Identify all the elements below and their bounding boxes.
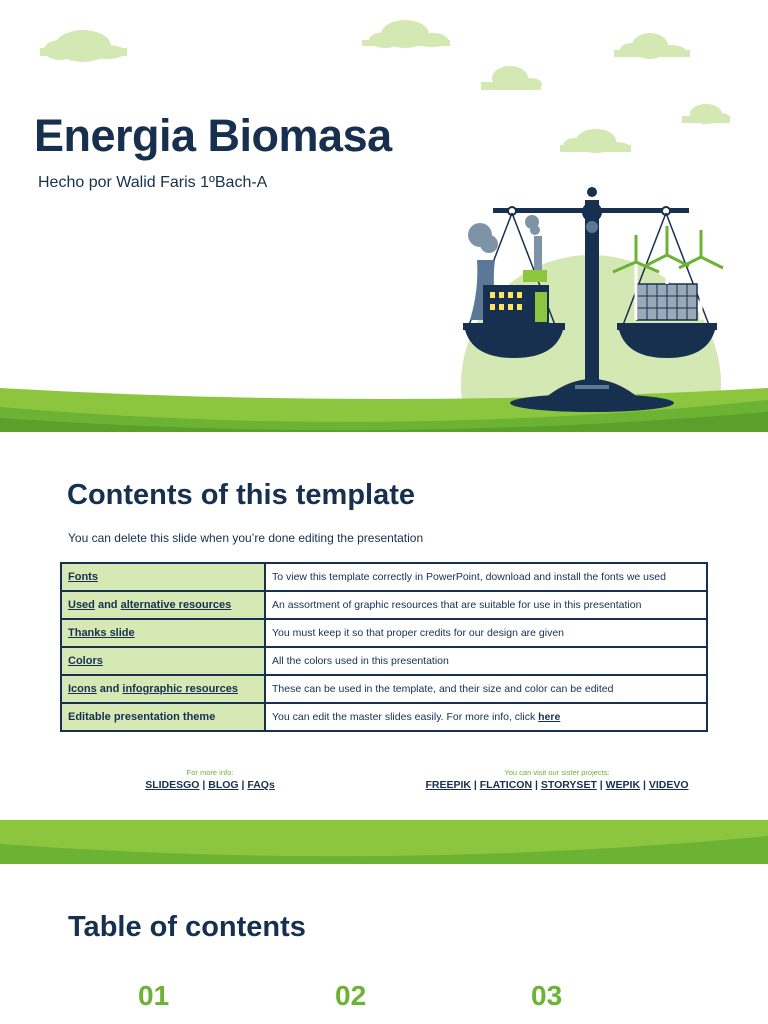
contents-table (60, 562, 708, 732)
section-number: 01 (138, 980, 170, 1011)
footer-links (397, 779, 717, 791)
resource-link[interactable]: Colors (68, 655, 103, 667)
resource-link[interactable]: alternative resources (120, 599, 232, 611)
resource-description-cell (265, 703, 707, 731)
here-link[interactable]: here (538, 711, 561, 723)
resource-name-cell (61, 619, 265, 647)
resource-description-cell (265, 619, 707, 647)
footer-sister-projects (397, 768, 717, 791)
link-separator: | (238, 779, 248, 791)
resource-description: These can be used in the template, and their size and color can be edited (272, 683, 614, 695)
link-separator: | (199, 779, 209, 791)
table-row (61, 591, 707, 619)
table-row (61, 703, 707, 731)
section-number: 03 (531, 980, 563, 1011)
footer-link[interactable]: BLOG (208, 779, 239, 791)
resource-name-cell (61, 675, 265, 703)
resource-text: and (94, 599, 121, 611)
resource-description-cell (265, 563, 707, 591)
resource-link[interactable]: Icons (68, 683, 97, 695)
resource-description-cell (265, 591, 707, 619)
resource-text: Editable presentation theme (68, 711, 216, 723)
footer-links (110, 779, 310, 791)
table-of-contents-slide (0, 864, 768, 1024)
cloud-icon (481, 66, 542, 90)
footer-link[interactable]: SLIDESGO (145, 779, 200, 791)
cloud-icon (560, 129, 631, 153)
footer-link[interactable]: FLATICON (479, 779, 533, 791)
footer-link[interactable]: VIDEVO (648, 779, 689, 791)
resource-description: You can edit the master slides easily. For more info, click (272, 711, 539, 723)
resource-description: To view this template correctly in PowerPoint, download and install the fonts we used (272, 571, 666, 583)
footer-caption: For more info: (186, 768, 234, 777)
resource-text: and (96, 683, 123, 695)
link-separator: | (596, 779, 606, 791)
contents-template-slide (0, 432, 768, 864)
resource-name-cell (61, 703, 265, 731)
slide-description: You can delete this slide when you’re done editing the presentation (68, 531, 424, 545)
balance-scale-icon (455, 180, 725, 415)
resource-link[interactable]: Thanks slide (68, 627, 135, 639)
resource-link[interactable]: Used (68, 599, 95, 611)
footer-link[interactable]: STORYSET (540, 779, 597, 791)
resource-description: You must keep it so that proper credits for our design are given (272, 627, 565, 639)
table-row (61, 675, 707, 703)
resource-name-cell (61, 563, 265, 591)
presentation-subtitle: Hecho por Walid Faris 1ºBach-A (38, 174, 268, 191)
link-separator: | (532, 779, 541, 791)
cloud-icon (40, 30, 127, 62)
resource-description-cell (265, 675, 707, 703)
presentation-title: Energia Biomasa (34, 110, 392, 161)
title-slide (0, 0, 768, 432)
footer-link[interactable]: FREEPIK (425, 779, 471, 791)
cloud-icon (682, 104, 730, 124)
resource-description: An assortment of graphic resources that are suitable for use in this presentation (272, 599, 642, 611)
resource-description: All the colors used in this presentation (272, 655, 449, 667)
footer-caption: You can visit our sister projects: (504, 768, 610, 777)
table-row (61, 647, 707, 675)
resource-name-cell (61, 591, 265, 619)
link-separator: | (470, 779, 480, 791)
footer-link[interactable]: FAQs (247, 779, 275, 791)
cloud-icon (614, 33, 690, 59)
resource-description-cell (265, 647, 707, 675)
link-separator: | (640, 779, 649, 791)
table-row (61, 563, 707, 591)
slide-title: Contents of this template (67, 479, 416, 511)
table-row (61, 619, 707, 647)
slide-title: Table of contents (68, 911, 306, 943)
footer-more-info (110, 768, 310, 791)
section-number: 02 (335, 980, 367, 1011)
resource-link[interactable]: Fonts (68, 571, 98, 583)
solar-panel-icon (637, 284, 697, 320)
resource-link[interactable]: infographic resources (122, 683, 238, 695)
footer-link[interactable]: WEPIK (605, 779, 641, 791)
factory-icon (468, 215, 549, 323)
cloud-icon (362, 20, 450, 48)
resource-name-cell (61, 647, 265, 675)
